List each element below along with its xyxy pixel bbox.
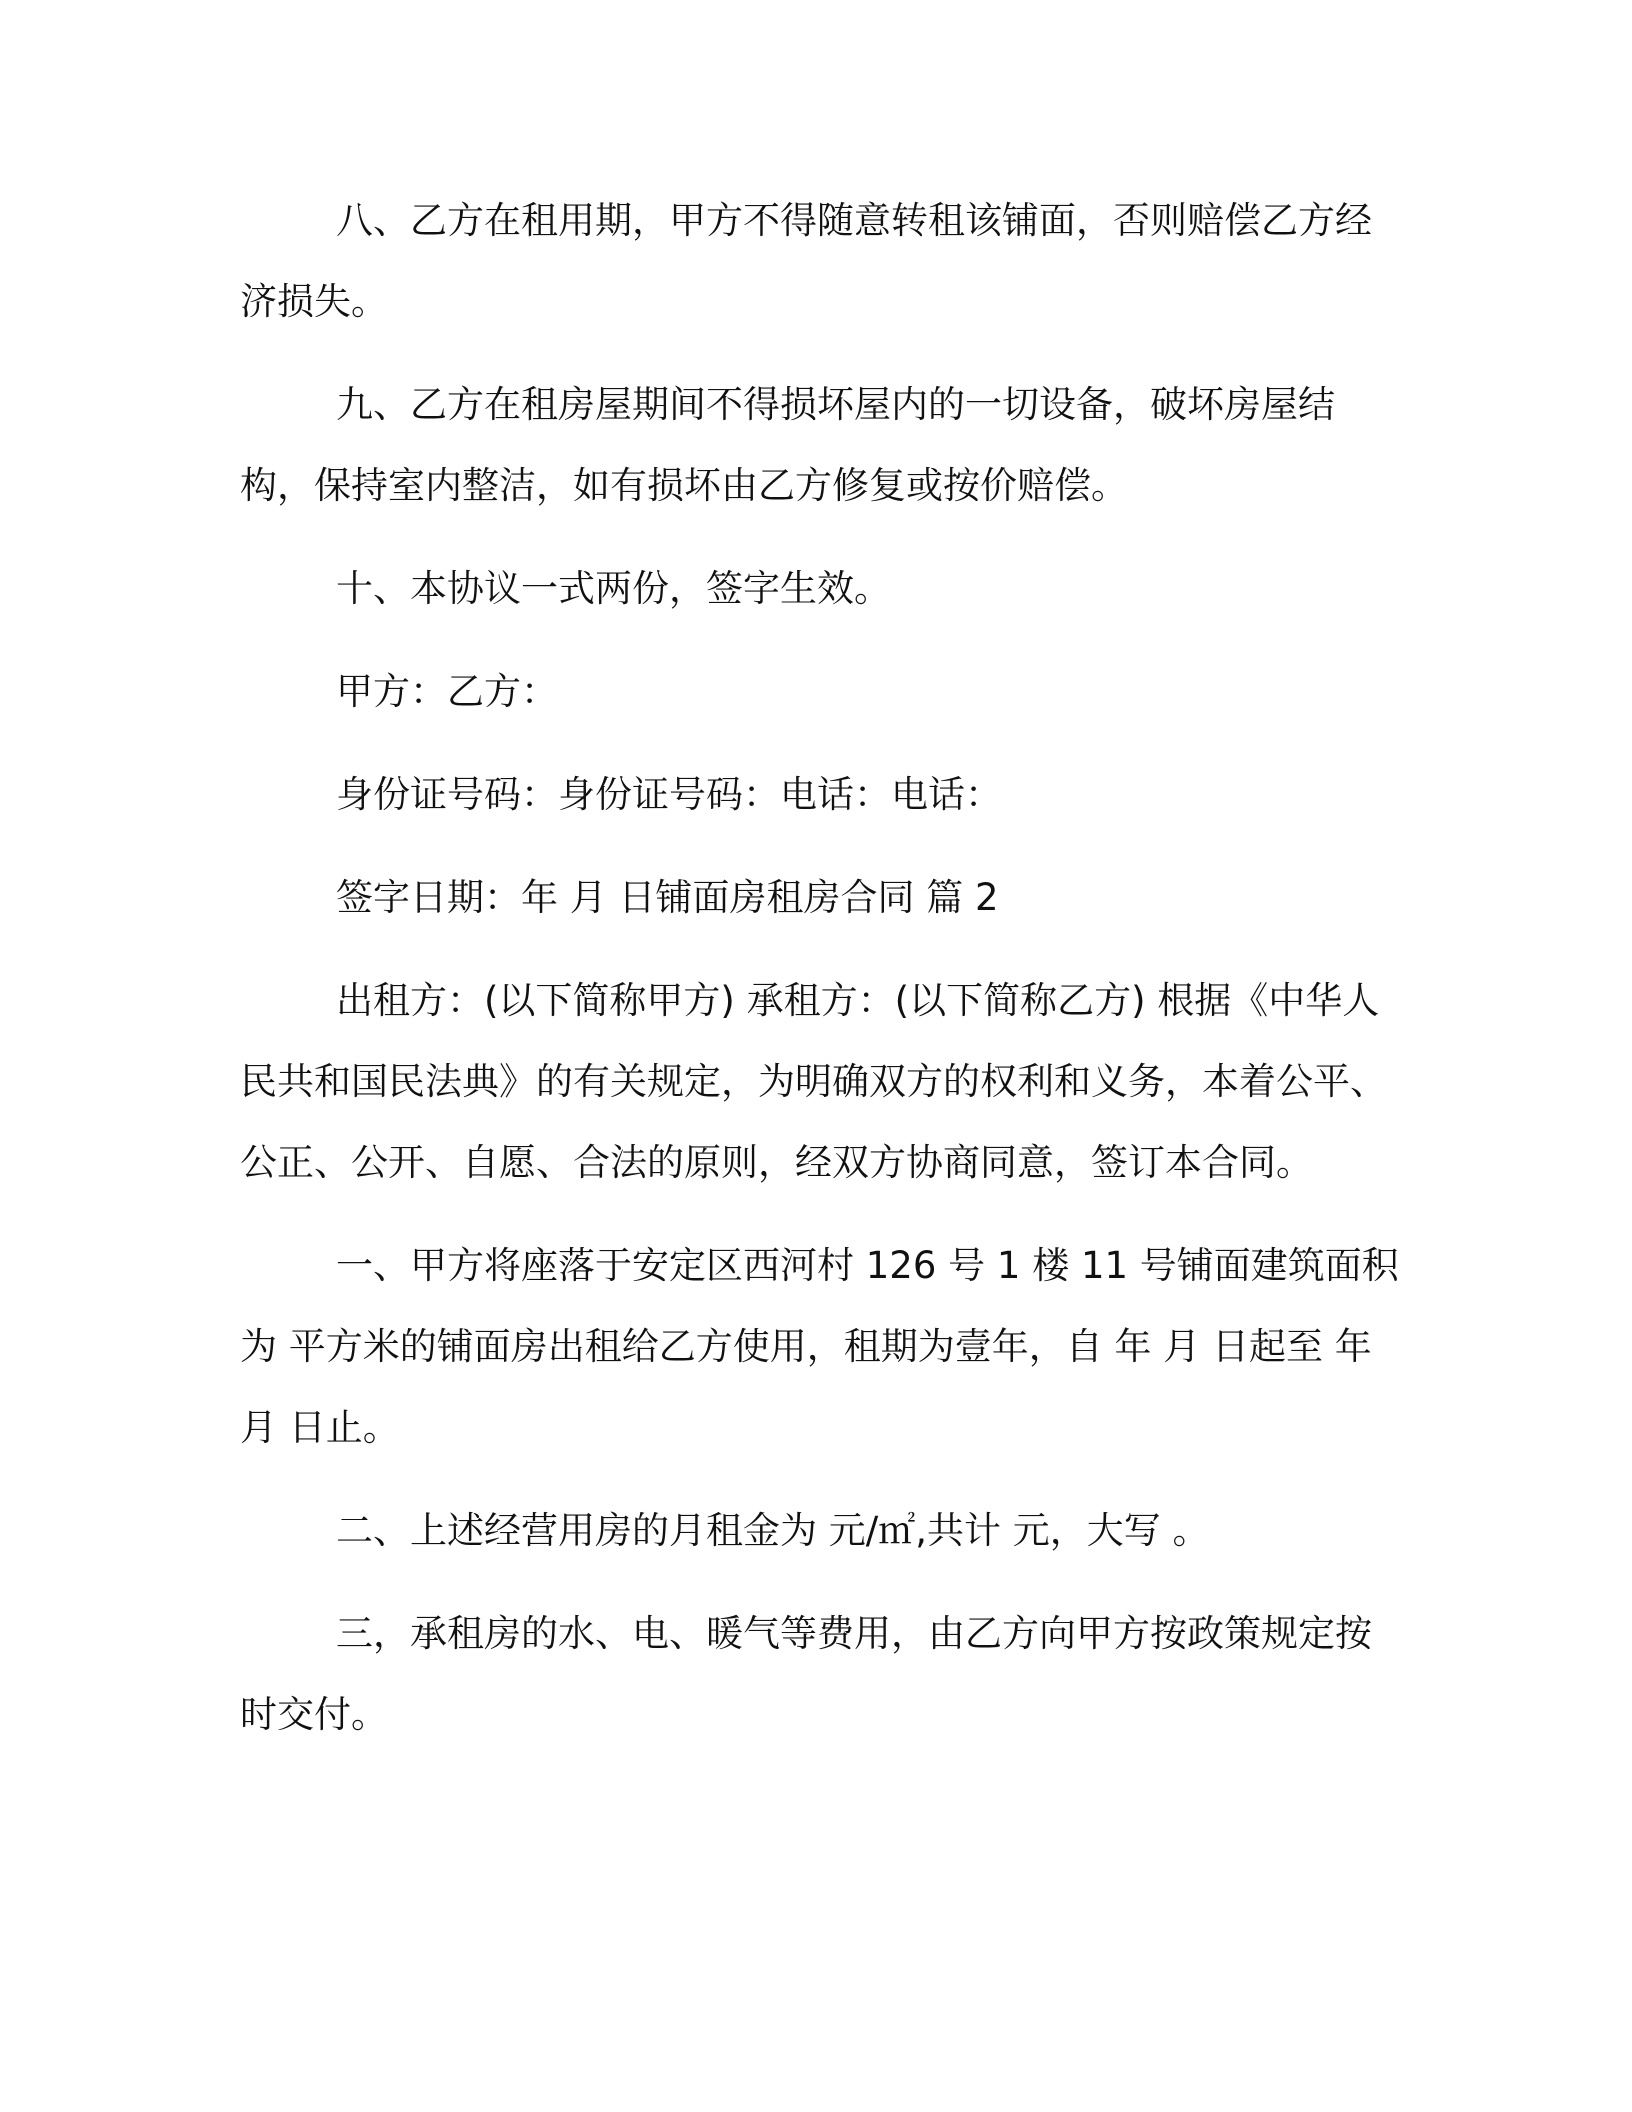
clause-9: 九、乙方在租房屋期间不得损坏屋内的一切设备，破坏房屋结构，保持室内整洁，如有损坏由乙方修复或按价赔偿。 <box>240 383 1335 507</box>
clause-1: 一、甲方将座落于安定区西河村 126 号 1 楼 11 号铺面建筑面积为 平方米的铺面房出租给乙方使用，租期为壹年，自 年 月 日起至 年月 日止。 <box>240 1244 1399 1449</box>
contract-preamble: 出租方：(以下简称甲方) 承租方：(以下简称乙方) 根据《中华人民共和国民法典》的有关规定，为明确双方的权利和义务，本着公平、公正、公开、自愿、合法的原则，经双方协商同意，签订本合同。 <box>240 979 1387 1184</box>
party-signature-line: 甲方：乙方： <box>336 670 558 713</box>
clause-3: 三，承租房的水、电、暖气等费用，由乙方向甲方按政策规定按时交付。 <box>240 1612 1372 1736</box>
clause-2: 二、上述经营用房的月租金为 元/㎡,共计 元，大写 。 <box>336 1509 1210 1552</box>
id-phone-line: 身份证号码：身份证号码：电话：电话： <box>336 773 1002 816</box>
sign-date-line: 签字日期：年 月 日铺面房租房合同 篇 2 <box>336 876 999 919</box>
document-body <box>240 180 1408 1777</box>
clause-8: 八、乙方在租用期，甲方不得随意转租该铺面，否则赔偿乙方经济损失。 <box>240 199 1372 323</box>
clause-10: 十、本协议一式两份，签字生效。 <box>336 567 891 610</box>
